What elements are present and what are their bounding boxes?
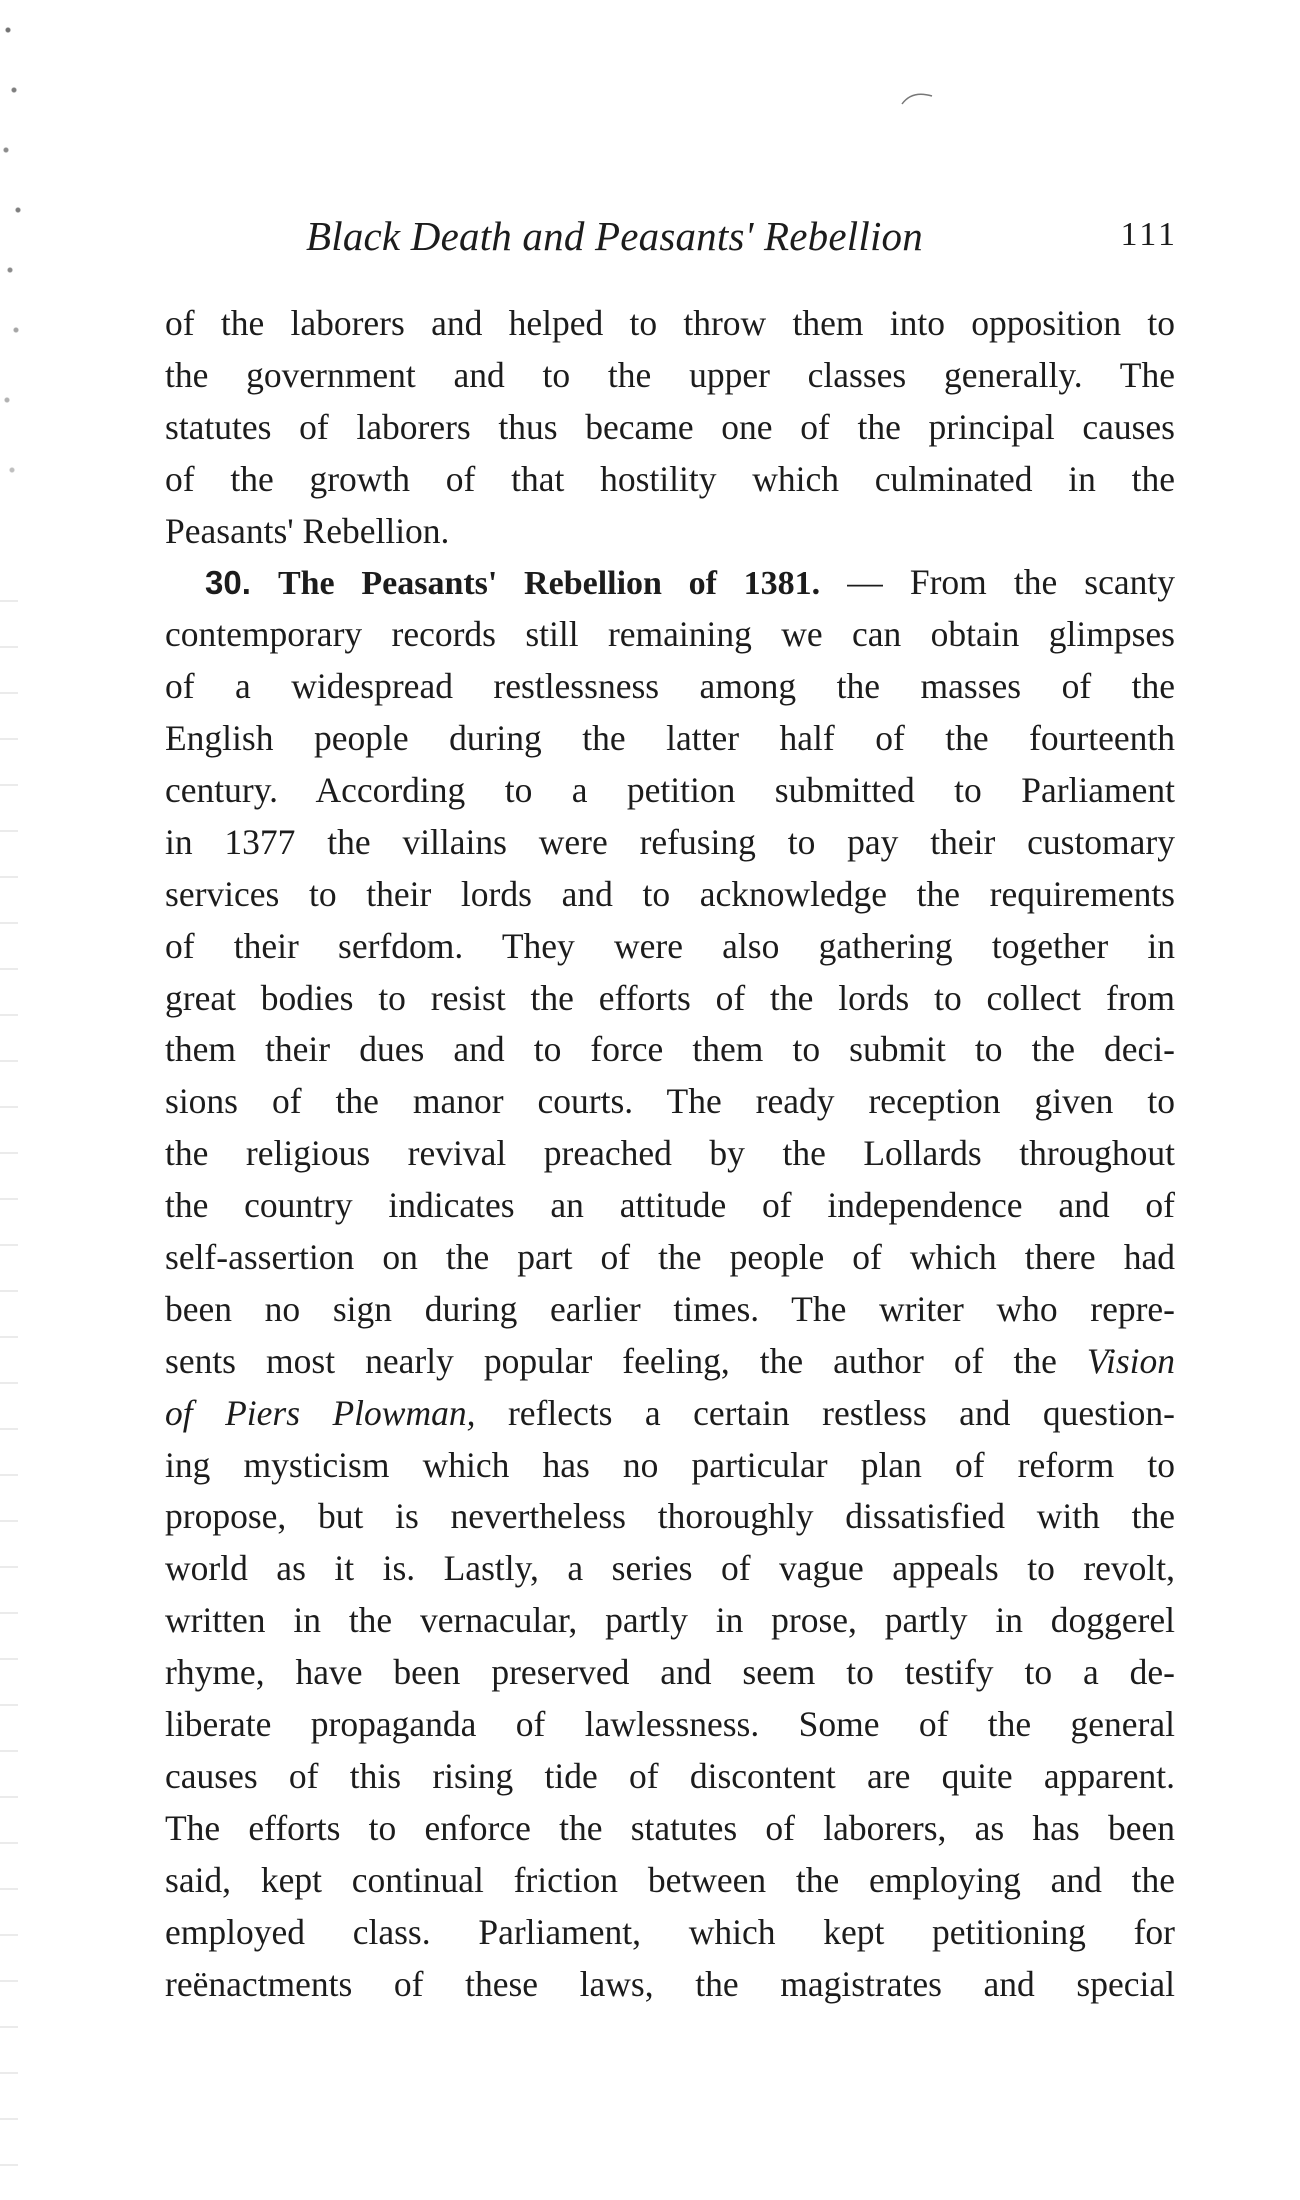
- text-line: Peasants' Rebellion.: [165, 510, 450, 551]
- text-line: century. According to a petition submitted to Parliament: [165, 770, 1175, 811]
- text-line: of the laborers and helped to throw them into opposition to: [165, 303, 1175, 343]
- text-line: contemporary records still remaining we can obtain glimpses: [165, 614, 1175, 655]
- pencil-mark: [900, 88, 934, 106]
- text-line: the religious revival preached by the Lollards throughout: [165, 1133, 1175, 1174]
- book-title-italic: of Piers Plowman,: [165, 1392, 476, 1433]
- text-line: self-assertion on the part of the people of which there had: [165, 1237, 1175, 1278]
- text-line: of their serfdom. They were also gathering together in: [165, 925, 1175, 966]
- running-head: [160, 212, 1180, 272]
- text-segment: reflects a certain restless and question-: [475, 1392, 1175, 1433]
- section-lead-text: — From the scanty: [820, 562, 1175, 603]
- text-line: sions of the manor courts. The ready reception given to: [165, 1081, 1175, 1122]
- text-line: employed class. Parliament, which kept petitioning for: [165, 1911, 1175, 1952]
- text-line: in 1377 the villains were refusing to pay their customary: [165, 821, 1175, 862]
- text-line: been no sign during earlier times. The writer who repre-: [165, 1288, 1175, 1329]
- text-line: written in the vernacular, partly in prose, partly in doggerel: [165, 1600, 1175, 1641]
- text-line: [165, 1388, 1175, 1440]
- text-line: the government and to the upper classes generally. The: [165, 354, 1175, 395]
- text-line: said, kept continual friction between the employing and the: [165, 1859, 1175, 1900]
- text-line: great bodies to resist the efforts of the lords to collect from: [165, 977, 1175, 1018]
- text-line: statutes of laborers thus became one of the principal causes: [165, 406, 1175, 447]
- text-line: propose, but is nevertheless thoroughly dissatisfied with the: [165, 1496, 1175, 1537]
- text-line: world as it is. Lastly, a series of vague appeals to revolt,: [165, 1548, 1175, 1589]
- text-line: English people during the latter half of the fourteenth: [165, 718, 1175, 759]
- text-line: The efforts to enforce the statutes of laborers, as has been: [165, 1807, 1175, 1848]
- section-title: The Peasants' Rebellion of 1381.: [277, 565, 821, 603]
- text-line: rhyme, have been preserved and seem to testify to a de-: [165, 1652, 1175, 1693]
- book-title-italic: Vision: [1086, 1340, 1175, 1381]
- text-line: causes of this rising tide of discontent are quite apparent.: [165, 1755, 1175, 1796]
- text-line: reënactments of these laws, the magistrates and special: [165, 1963, 1175, 2004]
- text-segment: sents most nearly popular feeling, the author of the: [165, 1340, 1087, 1381]
- text-line: of a widespread restlessness among the masses of the: [165, 666, 1175, 707]
- scan-edge-artifact-lower: [0, 600, 18, 2200]
- text-line: liberate propaganda of lawlessness. Some of the general: [165, 1704, 1175, 1745]
- text-line: of the growth of that hostility which culminated in the: [165, 458, 1175, 499]
- section-number: 30.: [205, 564, 251, 602]
- scan-edge-artifact: [0, 0, 40, 520]
- page-number: 111: [1120, 216, 1178, 253]
- text-line: ing mysticism which has no particular plan of reform to: [165, 1444, 1175, 1485]
- text-line: services to their lords and to acknowledge the requirements: [165, 873, 1175, 914]
- section-heading-line: [165, 557, 1175, 609]
- body-text: [165, 298, 1175, 2010]
- text-line: the country indicates an attitude of independence and of: [165, 1185, 1175, 1226]
- text-line: them their dues and to force them to submit to the deci-: [165, 1029, 1175, 1070]
- running-title: Black Death and Peasants' Rebellion: [306, 213, 923, 259]
- text-line: [165, 1336, 1175, 1388]
